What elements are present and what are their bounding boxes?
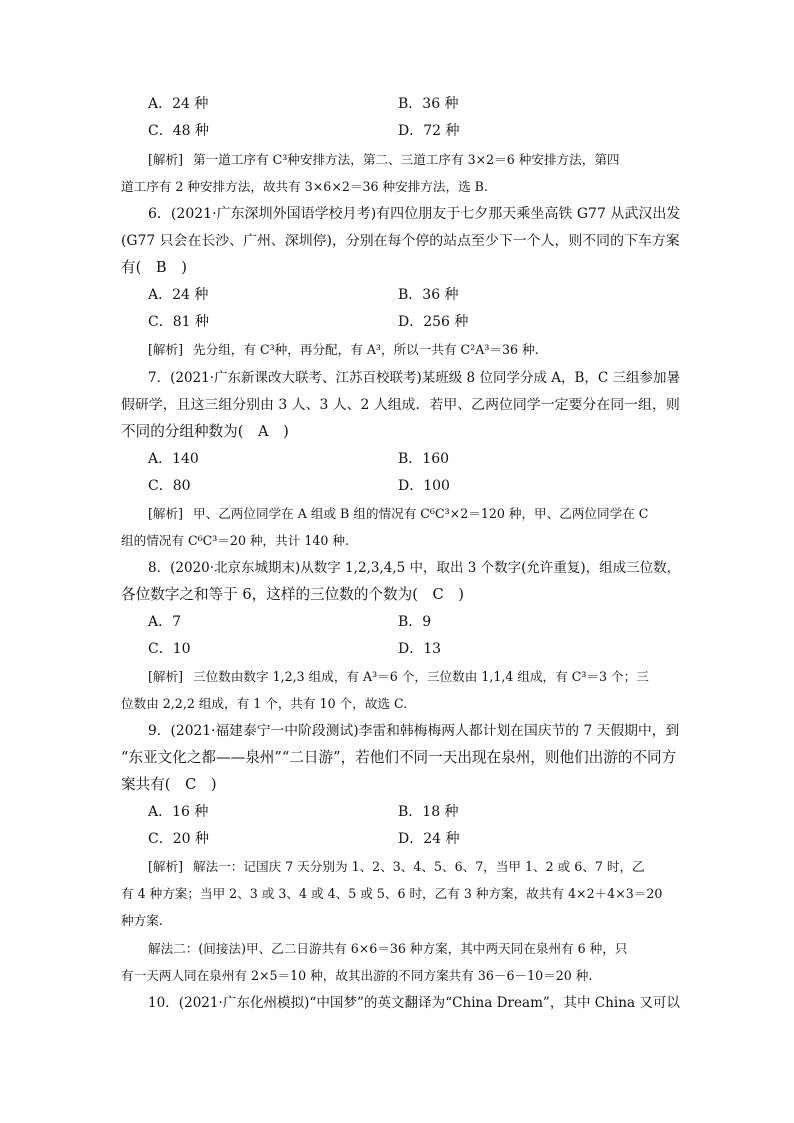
q7-stem-line-3: 不同的分组种数为( A ) <box>121 423 289 440</box>
q8-option-d: D．13 <box>398 641 442 657</box>
q8-option-b: B．9 <box>398 614 432 630</box>
q9-analysis-line-2: 有 4 种方案；当甲 2、3 或 3、4 或 4、5 或 5、6 时，乙有 3 种方案，故共有 4×2＋4×3＝20 <box>121 886 663 901</box>
q9-analysis-line-4: 解法二：(间接法)甲、乙二日游共有 6×6＝36 种方案，其中两天同在泉州有 6 种，只 <box>148 941 628 956</box>
q7-analysis-line-1 <box>148 504 648 524</box>
q8-analysis-line-1 <box>148 667 649 687</box>
q10-stem-line-1: 10．(2021·广东化州模拟)“中国梦”的英文翻译为“China Dream”，其中 China 又可以 <box>148 995 680 1011</box>
q6-option-b: B．36 种 <box>398 287 459 303</box>
q9-analysis-line-5: 有一天两人同在泉州有 2×5＝10 种，故其出游的不同方案共有 36－6－10＝20 种. <box>121 968 593 983</box>
analysis-label: [解析] <box>148 342 184 357</box>
analysis-text: 甲、乙两位同学在 A 组或 B 组的情况有 C⁶C³×2＝120 种，甲、乙两位同学在 C <box>193 506 649 521</box>
q5-option-c: C．48 种 <box>148 123 209 139</box>
q7-option-b: B．160 <box>398 451 450 467</box>
analysis-text: 解法一：记国庆 7 天分别为 1、2、3、4、5、6、7，当甲 1、2 或 6、7 时，乙 <box>193 859 645 874</box>
analysis-text: 先分组，有 C³种，再分配，有 A³，所以一共有 C²A³＝36 种. <box>193 342 539 357</box>
q8-option-a: A．7 <box>148 614 182 630</box>
q9-option-a: A．16 种 <box>148 804 209 820</box>
q9-option-d: D．24 种 <box>398 831 460 847</box>
q7-stem-line-1: 7．(2021·广东新课改大联考、江苏百校联考)某班级 8 位同学分成 A，B，C 三组参加暑 <box>148 370 681 386</box>
q9-option-c: C．20 种 <box>148 831 209 847</box>
q8-stem-line-1: 8．(2020·北京东城期末)从数字 1,2,3,4,5 中，取出 3 个数字(允许重复)，组成三位数， <box>148 560 681 576</box>
q6-stem-line-3: 有( B ) <box>121 259 187 276</box>
analysis-label: [解析] <box>148 669 184 684</box>
q6-stem-line-2: (G77 只会在长沙、广州、深圳停)，分别在每个停的站点至少下一个人，则不同的下车方案 <box>121 233 680 249</box>
q5-option-a: A．24 种 <box>148 96 209 112</box>
q5-analysis-line-1 <box>148 150 620 170</box>
q7-option-d: D．100 <box>398 478 450 494</box>
q5-option-b: B．36 种 <box>398 96 459 112</box>
q9-stem-line-2: “东亚文化之都——泉州”“二日游”，若他们不同一天出现在泉州，则他们出游的不同方 <box>121 749 677 766</box>
q6-option-d: D．256 种 <box>398 314 469 330</box>
q9-analysis-line-1 <box>148 857 645 877</box>
q6-option-c: C．81 种 <box>148 314 209 330</box>
analysis-label: [解析] <box>148 152 184 167</box>
analysis-label: [解析] <box>148 506 184 521</box>
q7-analysis-line-2: 组的情况有 C⁶C³＝20 种，共计 140 种. <box>121 533 349 548</box>
q9-stem-line-1: 9．(2021·福建泰宁一中阶段测试)李雷和韩梅梅两人都计划在国庆节的 7 天假期中，到 <box>148 723 680 739</box>
q7-option-a: A．140 <box>148 451 199 467</box>
analysis-label: [解析] <box>148 859 184 874</box>
q6-analysis-line-1 <box>148 340 539 360</box>
q8-analysis-line-2: 位数由 2,2,2 组成，有 1 个，共有 10 个，故选 C. <box>121 696 408 711</box>
q9-stem-line-3: 案共有( C ) <box>121 776 217 793</box>
analysis-text: 第一道工序有 C³种安排方法，第二、三道工序有 3×2＝6 种安排方法，第四 <box>193 152 620 167</box>
analysis-text: 三位数由数字 1,2,3 组成，有 A³＝6 个，三位数由 1,1,4 组成，有 C³＝3 个；三 <box>193 669 649 684</box>
q8-stem-line-2: 各位数字之和等于 6，这样的三位数的个数为( C ) <box>121 586 464 603</box>
q9-option-b: B．18 种 <box>398 804 459 820</box>
q6-stem-line-1: 6．(2021·广东深圳外国语学校月考)有四位朋友于七夕那天乘坐高铁 G77 从武汉出发 <box>148 206 681 222</box>
q5-option-d: D．72 种 <box>398 123 460 139</box>
q7-stem-line-2: 假研学，且这三组分别由 3 人、3 人、2 人组成．若甲、乙两位同学一定要分在同一组，则 <box>121 397 680 413</box>
q6-option-a: A．24 种 <box>148 287 209 303</box>
q8-option-c: C．10 <box>148 641 191 657</box>
q5-analysis-line-2: 道工序有 2 种安排方法，故共有 3×6×2＝36 种安排方法，选 B. <box>121 179 488 194</box>
q7-option-c: C．80 <box>148 478 191 494</box>
q9-analysis-line-3: 种方案. <box>121 913 163 928</box>
